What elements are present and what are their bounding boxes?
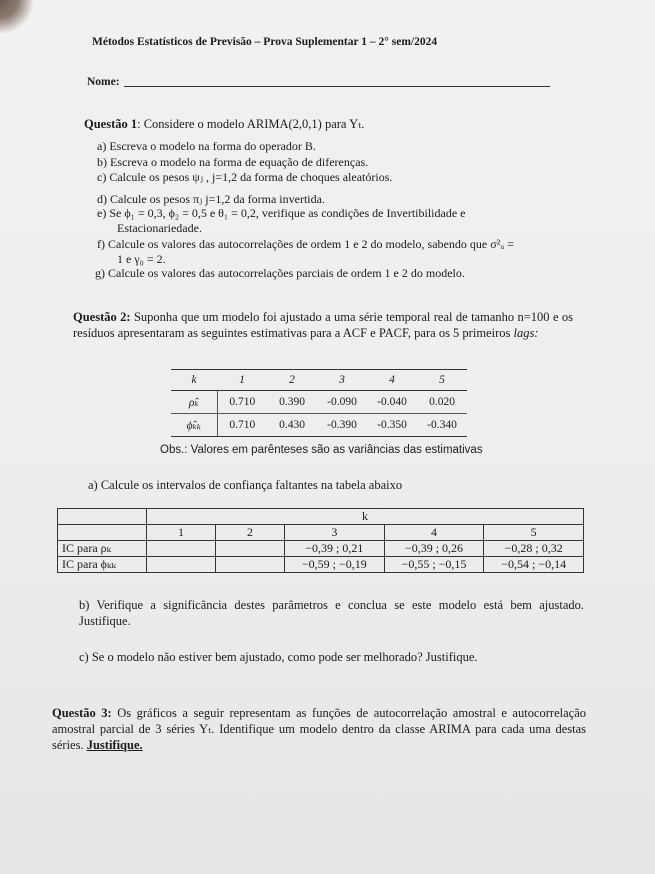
q1-item-e-cont: Estacionariedade. bbox=[117, 221, 202, 235]
question-2-body: Suponha que um modelo foi ajustado a uma série temporal real de tamanho n=100 e os resíduos apresentaram as seguintes estimativas para a ACF e PACF, para os 5 primeiros bbox=[73, 310, 573, 340]
q1-item-b: b) Escreva o modelo na forma de equação de diferenças. bbox=[97, 155, 369, 169]
ic-row-cols bbox=[58, 525, 584, 541]
acf-table-header bbox=[171, 370, 467, 391]
pacf-cell: -0.350 bbox=[367, 414, 417, 437]
q1-item-c: c) Calcule os pesos ψⱼ , j=1,2 da forma de choques aleatórios. bbox=[97, 170, 393, 184]
ic-col-3: 3 bbox=[285, 525, 385, 541]
question-3-text bbox=[52, 705, 586, 753]
acf-cell: -0.090 bbox=[317, 391, 367, 414]
question-3-justify: Justifique. bbox=[86, 738, 143, 752]
q1-item-d: d) Calcule os pesos πⱼ j=1,2 da forma invertida. bbox=[97, 192, 325, 206]
ic-col-4: 4 bbox=[384, 525, 484, 541]
q2-part-c: c) Se o modelo não estiver bem ajustado, como pode ser melhorado? Justifique. bbox=[79, 650, 478, 664]
acf-cell: 0.710 bbox=[217, 391, 267, 414]
pacf-cell: 0.430 bbox=[267, 414, 317, 437]
ic-cell: −0,59 ; −0,19 bbox=[285, 557, 385, 573]
acf-cell: 0.020 bbox=[417, 391, 467, 414]
pacf-cell: -0.390 bbox=[317, 414, 367, 437]
question-2-heading: Questão 2: bbox=[73, 310, 131, 324]
ic-row-rho bbox=[58, 541, 584, 557]
question-1-intro bbox=[84, 116, 364, 132]
name-label: Nome: bbox=[87, 76, 120, 88]
ic-cell: −0,39 ; 0,26 bbox=[384, 541, 484, 557]
q1-item-g: g) Calcule os valores das autocorrelações parciais de ordem 1 e 2 do modelo. bbox=[95, 266, 465, 280]
ic-row-phi bbox=[58, 557, 584, 573]
acf-row-phi-label: ϕ̂ₖₖ bbox=[171, 414, 217, 437]
question-3-heading: Questão 3: bbox=[52, 706, 112, 720]
ic-col-2: 2 bbox=[216, 525, 285, 541]
table-note: Obs.: Valores em parênteses são as variâncias das estimativas bbox=[160, 444, 483, 456]
acf-row-rho bbox=[171, 391, 467, 414]
acf-cell: -0.040 bbox=[367, 391, 417, 414]
ic-row-k bbox=[58, 509, 584, 525]
q2-part-b: b) Verifique a significância destes parâmetros e conclua se este modelo está bem ajustado. Justifique. bbox=[79, 598, 584, 628]
ic-cell: −0,55 ; −0,15 bbox=[384, 557, 484, 573]
acf-col-3: 3 bbox=[317, 370, 367, 391]
name-line bbox=[124, 86, 550, 87]
ic-cell bbox=[147, 557, 216, 573]
q2-part-a: a) Calcule os intervalos de confiança faltantes na tabela abaixo bbox=[88, 478, 403, 492]
ic-col-5: 5 bbox=[484, 525, 584, 541]
acf-col-1: 1 bbox=[217, 370, 267, 391]
exam-title: Métodos Estatísticos de Previsão – Prova Suplementar 1 – 2° sem/2024 bbox=[92, 36, 438, 48]
pacf-cell: -0.340 bbox=[417, 414, 467, 437]
q1-item-f-cont: 1 e γ₀ = 2. bbox=[117, 252, 166, 266]
ic-rho-label: IC para ρₖ bbox=[58, 541, 147, 557]
ic-col-1: 1 bbox=[147, 525, 216, 541]
ic-phi-label: IC para ϕₖₖ bbox=[58, 557, 147, 573]
finger-shadow bbox=[0, 0, 38, 40]
ic-cell: −0,28 ; 0,32 bbox=[484, 541, 584, 557]
acf-cell: 0.390 bbox=[267, 391, 317, 414]
question-1-text: : Considere o modelo ARIMA(2,0,1) para Yₜ. bbox=[137, 117, 365, 131]
q1-item-f: f) Calcule os valores das autocorrelações de ordem 1 e 2 do modelo, sabendo que σ²ᵤ = bbox=[97, 237, 514, 251]
acf-pacf-table bbox=[171, 369, 467, 437]
ic-blank bbox=[58, 525, 147, 541]
acf-col-4: 4 bbox=[367, 370, 417, 391]
acf-row-rho-label: ρ̂ₖ bbox=[171, 391, 217, 414]
q1-item-a: a) Escreva o modelo na forma do operador B. bbox=[97, 139, 316, 153]
q1-item-e: e) Se ϕ₁ = 0,3, ϕ₂ = 0,5 e θ₁ = 0,2, verifique as condições de Invertibilidade e bbox=[97, 206, 466, 220]
ic-k-label: k bbox=[147, 509, 584, 525]
acf-row-phi bbox=[171, 414, 467, 437]
ic-cell bbox=[216, 557, 285, 573]
pacf-cell: 0.710 bbox=[217, 414, 267, 437]
question-2-lags: lags: bbox=[513, 326, 539, 340]
ic-cell bbox=[147, 541, 216, 557]
acf-col-5: 5 bbox=[417, 370, 467, 391]
confidence-interval-table bbox=[57, 508, 584, 573]
ic-cell: −0,39 ; 0,21 bbox=[285, 541, 385, 557]
question-2-text bbox=[73, 309, 573, 341]
acf-col-2: 2 bbox=[267, 370, 317, 391]
acf-col-k: k bbox=[171, 370, 217, 391]
ic-cell: −0,54 ; −0,14 bbox=[484, 557, 584, 573]
ic-cell bbox=[216, 541, 285, 557]
ic-corner bbox=[58, 509, 147, 525]
question-3-body: Os gráficos a seguir representam as funções de autocorrelação amostral e autocorrelação amostral parcial de 3 séries Yₜ. Identifique um modelo dentro da classe ARIMA para cada uma destas séries. bbox=[52, 706, 586, 752]
question-1-heading: Questão 1 bbox=[84, 117, 138, 131]
